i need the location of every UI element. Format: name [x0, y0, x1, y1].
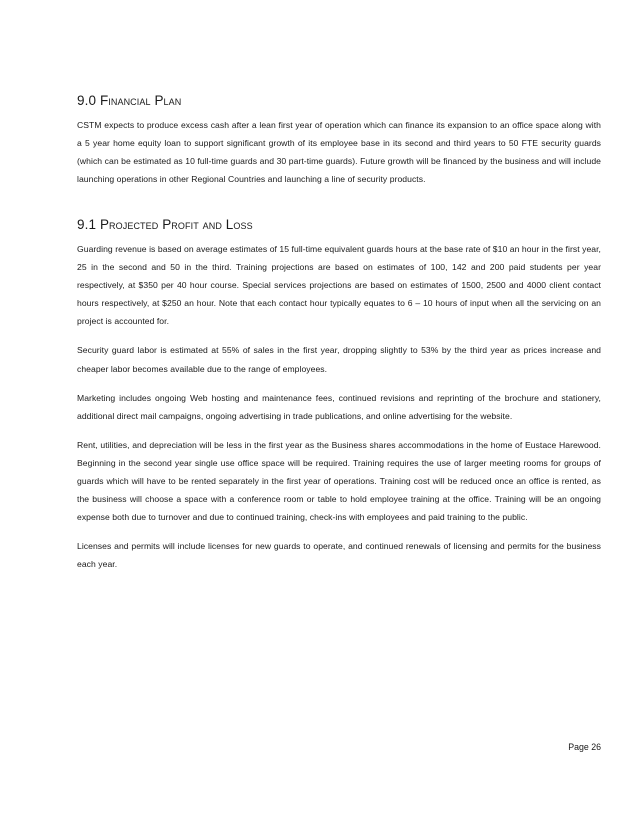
section-number: 9.1	[77, 217, 97, 232]
paragraph: Rent, utilities, and depreciation will be less in the first year as the Business shares accommodations in the home of Eustace Harewood. Beginning in the second year single use office space will be required. Training requires the use of larger meeting rooms for groups of guards which will have to be rented separately in the first year of operations. Training cost will be reduced once an office is rented, as the business will choose a space with a conference room or table to hold employee training at the office. Training will be an ongoing expense both due to turnover and due to continued training, check-ins with employees and paid training to the public.	[77, 439, 601, 523]
section-financial-plan	[77, 92, 601, 199]
section-heading	[77, 216, 601, 233]
paragraph: Security guard labor is estimated at 55% of sales in the first year, dropping slightly to 53% by the third year as prices increase and cheaper labor becomes available due to the range of employees.	[77, 345, 601, 374]
paragraph: Marketing includes ongoing Web hosting and maintenance fees, continued revisions and reprinting of the brochure and stationery, additional direct mail campaigns, ongoing advertising in trade publications, and online advertising for the website.	[77, 392, 601, 421]
section-number: 9.0	[77, 93, 97, 108]
paragraph: Licenses and permits will include licenses for new guards to operate, and continued renewals of licensing and permits for the business each year.	[77, 541, 601, 570]
section-title: Financial Plan	[99, 93, 182, 108]
page-number: Page 26	[568, 742, 601, 752]
paragraph: Guarding revenue is based on average estimates of 15 full-time equivalent guards hours at the base rate of $10 an hour in the first year, 25 in the second and 50 in the third. Training projections are based on estimates of 100, 142 and 200 paid students per year respectively, at $350 per 40 hour course. Special services projections are based on estimates of 1500, 2500 and 4000 client contact hours respectively, at $250 an hour. Note that each contact hour typically equates to 6 – 10 hours of input when all the servicing on an project is accounted for.	[77, 244, 601, 327]
section-title: Projected Profit and Loss	[99, 217, 253, 232]
section-projected-profit-and-loss	[77, 216, 601, 585]
section-heading	[77, 92, 601, 109]
paragraph: CSTM expects to produce excess cash after a lean first year of operation which can finance its expansion to an office space along with a 5 year home equity loan to support significant growth of its employee base in its second and third years to 50 FTE security guards (which can be estimated as 10 full-time guards and 30 part-time guards). Future growth will be financed by the business and will include launching operations in other Regional Countries and launching a line of security products.	[77, 120, 601, 185]
